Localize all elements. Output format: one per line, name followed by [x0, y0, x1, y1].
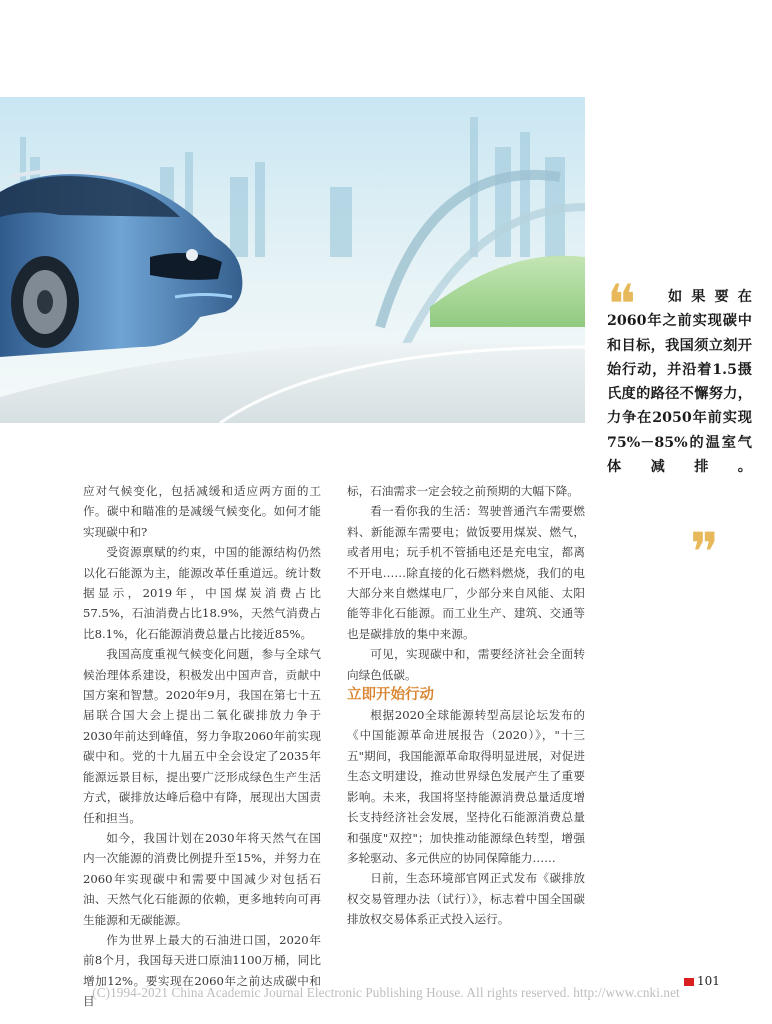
paragraph: 标，石油需求一定会较之前预期的大幅下降。	[347, 484, 579, 498]
paragraph: 应对气候变化，包括减缓和适应两方面的工作。碳中和瞄准的是减缓气候变化。如何才能实现碳中和?	[83, 484, 321, 539]
left-column	[83, 481, 321, 1012]
copyright-footer: (C)1994-2021 China Academic Journal Electronic Publishing House. All rights reserved. http://www.cnki.net	[92, 985, 680, 1000]
paragraph: 我国高度重视气候变化问题，参与全球气候治理体系建设，积极发出中国声音，贡献中国方案和智慧。2020年9月，我国在第七十五届联合国大会上提出二氧化碳排放力争于2030年前达到峰值，努力争取2060年前实现碳中和。党的十九届五中全会设定了2035年能源远景目标，提出要广泛形成绿色生产生活方式，碳排放达峰后稳中有降，展现出大国责任和担当。	[83, 647, 321, 825]
right-column	[347, 481, 585, 930]
paragraph: 如今，我国计划在2030年将天然气在国内一次能源的消费比例提升至15%，并努力在2060年实现碳中和需要中国减少对包括石油、天然气化石能源的依赖，更多地转向可再生能源和无碳能源。	[83, 830, 321, 927]
paragraph: 日前，生态环境部官网正式发布《碳排放权交易管理办法（试行）》，标志着中国全国碳排放权交易体系正式投入运行。	[347, 871, 585, 927]
paragraph: 作为世界上最大的石油进口国，2020年前8个月，我国每天进口原油1100万桶，同比增加12%。要实现在2060年之前达成碳中和目	[83, 932, 321, 1009]
paragraph: 受资源禀赋的约束，中国的能源结构仍然以化石能源为主，能源改革任重道远。统计数据显示，2019年，中国煤炭消费占比57.5%，石油消费占比18.9%，天然气消费占比8.1%，化石能源消费总量占比接近85%。	[83, 545, 321, 641]
section-heading: 立即开始行动	[347, 687, 434, 704]
page-number-text: 101	[697, 974, 720, 988]
open-quote-icon: ❝	[607, 273, 637, 336]
close-quote-icon: ❞	[690, 521, 720, 584]
hero-image	[0, 97, 585, 423]
paragraph: 可见，实现碳中和，需要经济社会全面转向绿色低碳。	[347, 647, 585, 682]
paragraph: 看一看你我的生活：驾驶普通汽车需要燃料、新能源车需要电；做饭要用煤炭、燃气，或者用电；玩手机不管插电还是充电宝，都离不开电……除直接的化石燃料燃烧，我们的电大部分来自燃煤电厂，少部分来自风能、太阳能等非化石能源。而工业生产、建筑、交通等也是碳排放的集中来源。	[347, 504, 585, 641]
paragraph: 根据2020全球能源转型高层论坛发布的《中国能源革命进展报告（2020）》，"十三五"期间，我国能源革命取得明显进展，对促进生态文明建设，推动世界绿色发展产生了重要影响。未来，我国将坚持能源消费总量适度增长支持经济社会发展，坚持化石能源消费总量和强度"双控"；加快推动能源绿色转型，增强多轮驱动、多元供应的协同保障能力……	[347, 708, 585, 865]
pull-quote-text: 如果要在2060年之前实现碳中和目标，我国须立刻开始行动，并沿着1.5摄氏度的路径不懈努力，力争在2050年前实现75%－85%的温室气体减排。	[607, 289, 752, 476]
pull-quote	[607, 285, 752, 479]
